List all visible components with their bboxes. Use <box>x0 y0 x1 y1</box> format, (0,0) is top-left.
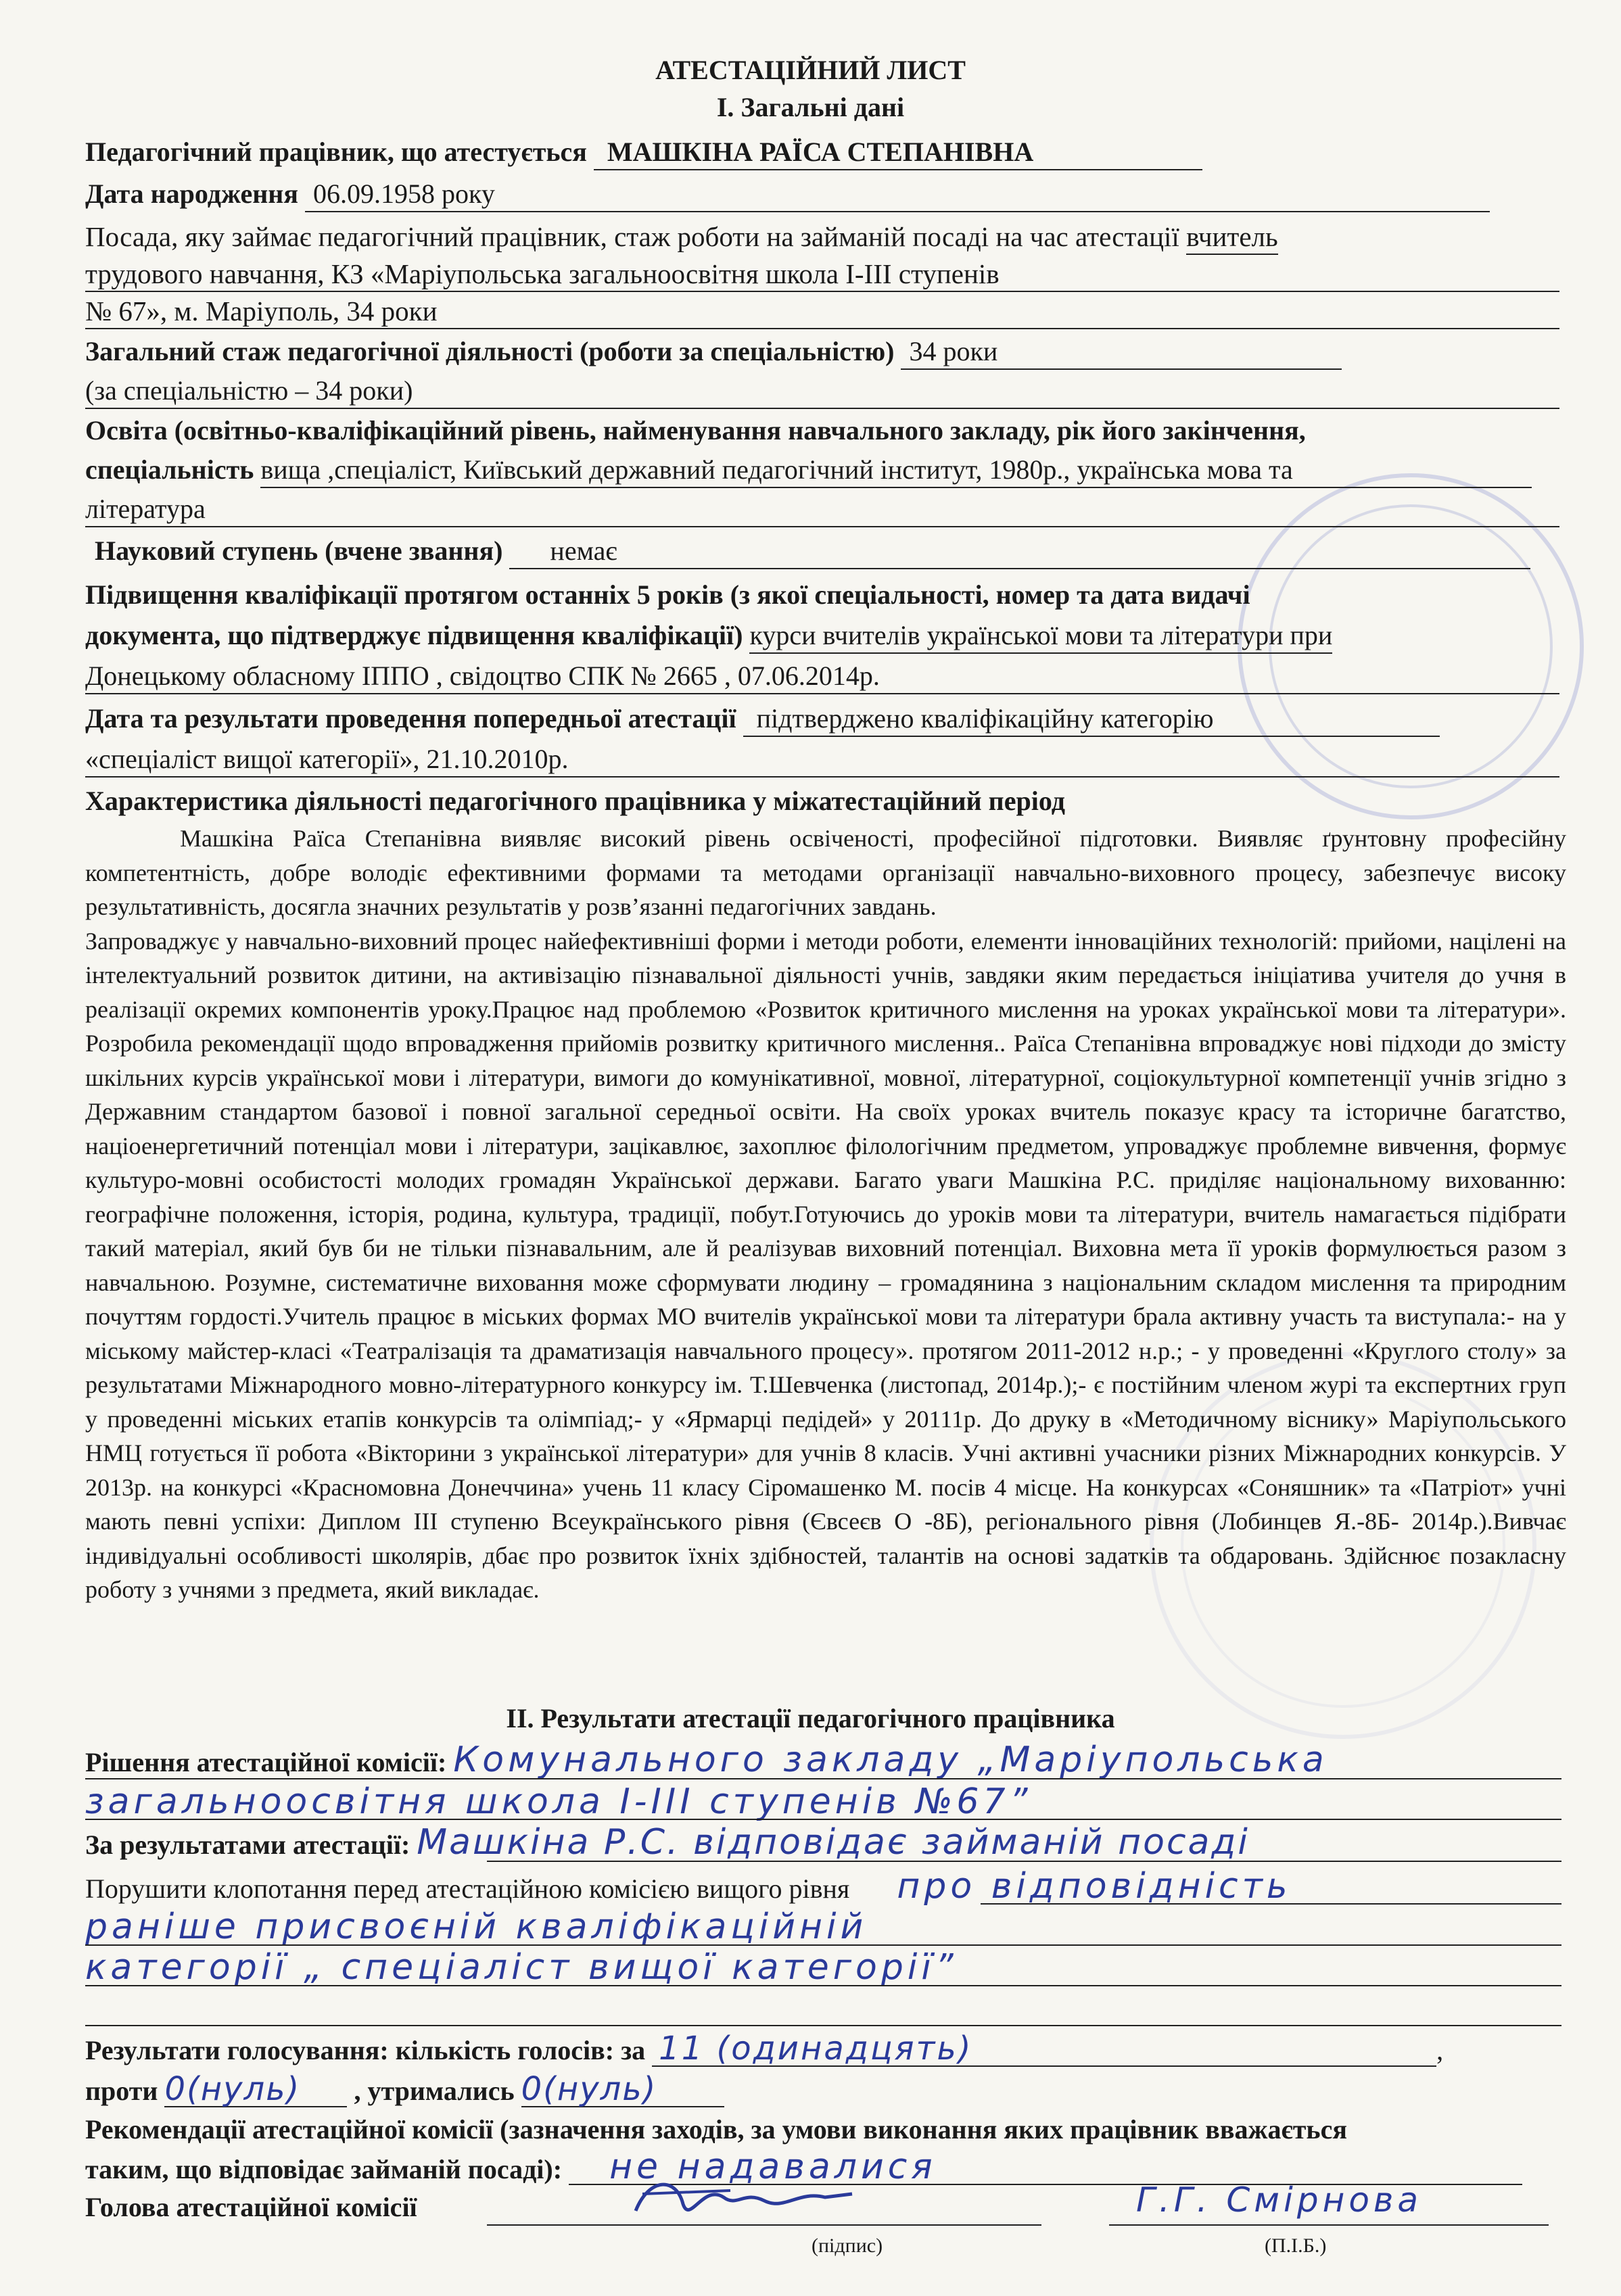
position-value-2: трудового навчання, КЗ «Маріупольська загальноосвітня школа І-ІІІ ступенів <box>85 257 1559 292</box>
prev-attestation-value-1: підтверджено кваліфікаційну категорію <box>743 702 1440 737</box>
characteristic-paragraph-1: Машкіна Раїса Степанівна виявляє високий рівень освіченості, професійної підготовки. Виявляє ґрунтовну професійну компетентність, добре володіє ефективними формами та методами організації навчально-виховного процесу, забезпечує високу результативність, досягла значних результатів у розв’язанні педагогічних завдань. <box>85 825 1566 920</box>
degree-label: Науковий ступень (вчене звання) <box>95 535 503 566</box>
vote-label: Результати голосування: кількість голосів: за <box>85 2035 646 2065</box>
decision-row <box>85 1740 1561 1780</box>
experience-line-2 <box>85 374 1561 409</box>
decision-label: Рішення атестаційної комісії: <box>85 1747 447 1777</box>
education-value-1: вища ,спеціаліст, Київський державний педагогічний інститут, 1980р., українська мова та <box>260 453 1532 488</box>
decision-underline-2 <box>85 1819 1561 1820</box>
section-general-heading: І. Загальні дані <box>716 92 905 122</box>
training-label-1: Підвищення кваліфікації протягом останніх 5 років (з якої спеціальності, номер та дата видачі <box>85 579 1250 610</box>
signature-caption: (підпис) <box>812 2234 883 2257</box>
dob-row <box>85 177 1561 212</box>
degree-value: немає <box>509 534 1530 569</box>
experience-value-2: (за спеціальністю – 34 роки) <box>85 374 1559 409</box>
training-label-2: документа, що підтверджує підвищення кваліфікації) <box>85 620 743 650</box>
position-value-1: вчитель <box>1186 220 1278 255</box>
vote-row: Результати голосування: кількість голосів: за 11 (одинадцять) , <box>85 2030 1444 2067</box>
recommend-handwritten: не надавалися <box>569 2150 1522 2185</box>
training-line-3 <box>85 659 1561 694</box>
prev-attestation-label: Дата та результати проведення попередньої атестації <box>85 703 736 734</box>
position-line-2 <box>85 257 1561 292</box>
result-label: За результатами атестації: <box>85 1829 410 1860</box>
vote-against-label: проти <box>85 2076 158 2106</box>
petition-handwritten-1: про відповідність <box>897 1866 1292 1907</box>
petition-underline-2 <box>85 1944 1561 1946</box>
education-line-3 <box>85 492 1561 527</box>
decision-handwritten-1: Комунального закладу „Маріупольська <box>453 1740 1328 1780</box>
education-label-1: Освіта (освітньо-кваліфікаційний рівень, найменування навчального закладу, рік його закінчення, <box>85 415 1306 446</box>
vote-for-value: 11 (одинадцять) <box>652 2032 1436 2067</box>
characteristic-paragraph-2: Запроваджує у навчально-виховний процес найефективніші форми і методи роботи, елементи інноваційних технологій: прийоми, націлені на інтелектуальний розвиток дитини, на активізацію пізнавальної діяльності учнів, завдяки яким передається ініціатива учителя до учня в реалізації окремих компонентів уроку.Працює над проблемою «Розвиток критичного мислення на уроках української мови та літератури». Розробила рекомендації щодо впровадження прийомів розвитку критичного мислення.. Раїса Степанівна впроваджує нові підходи до змісту шкільних курсів української мови і літератури, вимоги до комунікативної, мовної, літературної, соціокультурної компетенції учнів згідно з Державним стандартом базової і повної загальної середньої освіти. На своїх уроках вчитель показує красу та історичне багатство, націоенергетичний потенціал мови і літератури, зацікавлює, захоплює філологічним предметом, упроваджує проблемне вивчення, формує культуро-мовні особистості молодих громадян Української держави. Багато уваги Машкіна Р.С. приділяє національному вихованню: географічне положення, історія, родина, культура, традиції, побут.Готуючись до уроків мови та літератури, вчитель намагається підібрати такий матеріал, який був би не тільки пізнавальним, але й реалізував виховний потенціал. Виховна мета її уроків формулюється разом з навчальною. Розумне, систематичне виховання може сформувати людину – громадянина з національним складом мислення та природним почуттям гордості.Учитель працює в міських формах МО вчителів української мови та літератури брала активну участь та виступала:- на у міському майстер-класі «Театралізація та драматизація навчального процесу». протягом 2011-2012 н.р.; - у проведенні «Круглого столу» за результатами Міжнародного мовно-літературного конкурсу ім. Т.Шевченка (листопад, 2014р.);- є постійним членом журі та експертних груп у проведенні міських етапів конкурсів та олімпіад;- у «Ярмарці педідей» у 20111р. До друку в «Методичному віснику» Маріупольського НМЦ готується її робота «Вікторини з української літератури» для учнів 8 класів. Учні активні учасники різних Міжнародних конкурсів. У 2013р. на конкурсі «Красномовна Донеччина» учень 11 класу Сіромашенко М. посів 4 місце. На конкурсах «Соняшник» та «Патріот» учні мають певні успіхи: Диплом ІІІ ступеню Всеукраїнського рівня (Євсеєв О -8Б), регіонального рівня (Лобинцев Я.-8Б- 2014р.).Вивчає індивідуальні особливості школярів, дбає про розвиток їхніх здібностей, талантів на основі задатків та обдаровань. Здійснює позакласну роботу з учнями з предмета, який викладає. <box>85 927 1566 1603</box>
worker-row <box>85 135 1561 170</box>
recommend-label-2: таким, що відповідає займаній посаді): <box>85 2154 563 2184</box>
position-value-3: № 67», м. Маріуполь, 34 роки <box>85 294 1559 329</box>
chair-name: Г.Г. Смірнова <box>1136 2180 1423 2220</box>
vote-against-row <box>85 2072 1561 2108</box>
section-results-heading: ІІ. Результати атестації педагогічного працівника <box>506 1703 1115 1733</box>
petition-underline-3 <box>85 1985 1561 1986</box>
petition-handwritten-3: категорії „ спеціаліст вищої категорії” <box>85 1947 958 1988</box>
recommend-label-1: Рекомендації атестаційної комісії (зазначення заходів, за умови виконання яких працівник вважається <box>85 2114 1347 2145</box>
characteristic-text <box>85 821 1566 1607</box>
training-value-2: Донецькому обласному ІППО , свідоцтво СПК № 2665 , 07.06.2014р. <box>85 659 1559 694</box>
characteristic-heading: Характеристика діяльності педагогічного працівника у міжатестаційний період <box>85 786 1065 816</box>
education-row <box>85 453 1561 488</box>
document-title: АТЕСТАЦІЙНИЙ ЛИСТ <box>655 55 966 85</box>
worker-name: МАШКІНА РАЇСА СТЕПАНІВНА <box>594 135 1202 170</box>
name-line <box>1109 2224 1549 2226</box>
training-row <box>85 619 1561 654</box>
vote-against-value: 0(нуль) <box>164 2072 347 2107</box>
result-underline <box>487 1861 1561 1862</box>
petition-handwritten-2: раніше присвоєній кваліфікаційній <box>85 1907 868 1947</box>
result-row <box>85 1822 1561 1863</box>
prev-attestation-row <box>85 702 1561 737</box>
petition-row <box>85 1866 1561 1907</box>
training-value-1: курси вчителів української мови та літератури при <box>749 619 1332 654</box>
vote-abstain-label: , утримались <box>354 2076 515 2106</box>
decision-line-2 <box>85 1781 1561 1822</box>
petition-underline-1 <box>981 1903 1561 1905</box>
position-label: Посада, яку займає педагогічний працівник, стаж роботи на займаній посаді на час атестації <box>85 221 1179 252</box>
degree-row <box>95 534 1561 569</box>
position-row <box>85 220 1561 255</box>
education-value-2: література <box>85 492 1559 527</box>
dob-value: 06.09.1958 року <box>305 177 1490 212</box>
decision-underline-1 <box>85 1778 1561 1779</box>
prev-attestation-value-2: «спеціаліст вищої категорії», 21.10.2010р. <box>85 742 1559 778</box>
education-label-2: спеціальність <box>85 454 254 485</box>
result-handwritten: Машкіна Р.С. відповідає займаній посаді <box>417 1822 1250 1863</box>
chair-label: Голова атестаційної комісії <box>85 2192 417 2222</box>
experience-value-1: 34 роки <box>901 335 1342 370</box>
prev-attestation-line-2 <box>85 742 1561 778</box>
vote-abstain-value: 0(нуль) <box>521 2072 724 2107</box>
petition-line-3 <box>85 1947 1561 1988</box>
decision-handwritten-2: загальноосвітня школа І-ІІІ ступенів №67” <box>85 1781 1032 1822</box>
name-caption: (П.І.Б.) <box>1265 2234 1327 2257</box>
dob-label: Дата народження <box>85 178 298 209</box>
worker-label: Педагогічний працівник, що атестується <box>85 137 587 167</box>
experience-row <box>85 335 1561 370</box>
position-line-3 <box>85 294 1561 329</box>
signature-mark <box>622 2163 866 2238</box>
petition-label: Порушити клопотання перед атестаційною комісією вищого рівня <box>85 1873 850 1904</box>
petition-line-2 <box>85 1907 1561 1947</box>
experience-label: Загальний стаж педагогічної діяльності (роботи за спеціальністю) <box>85 336 895 366</box>
petition-underline-4 <box>85 2025 1561 2026</box>
